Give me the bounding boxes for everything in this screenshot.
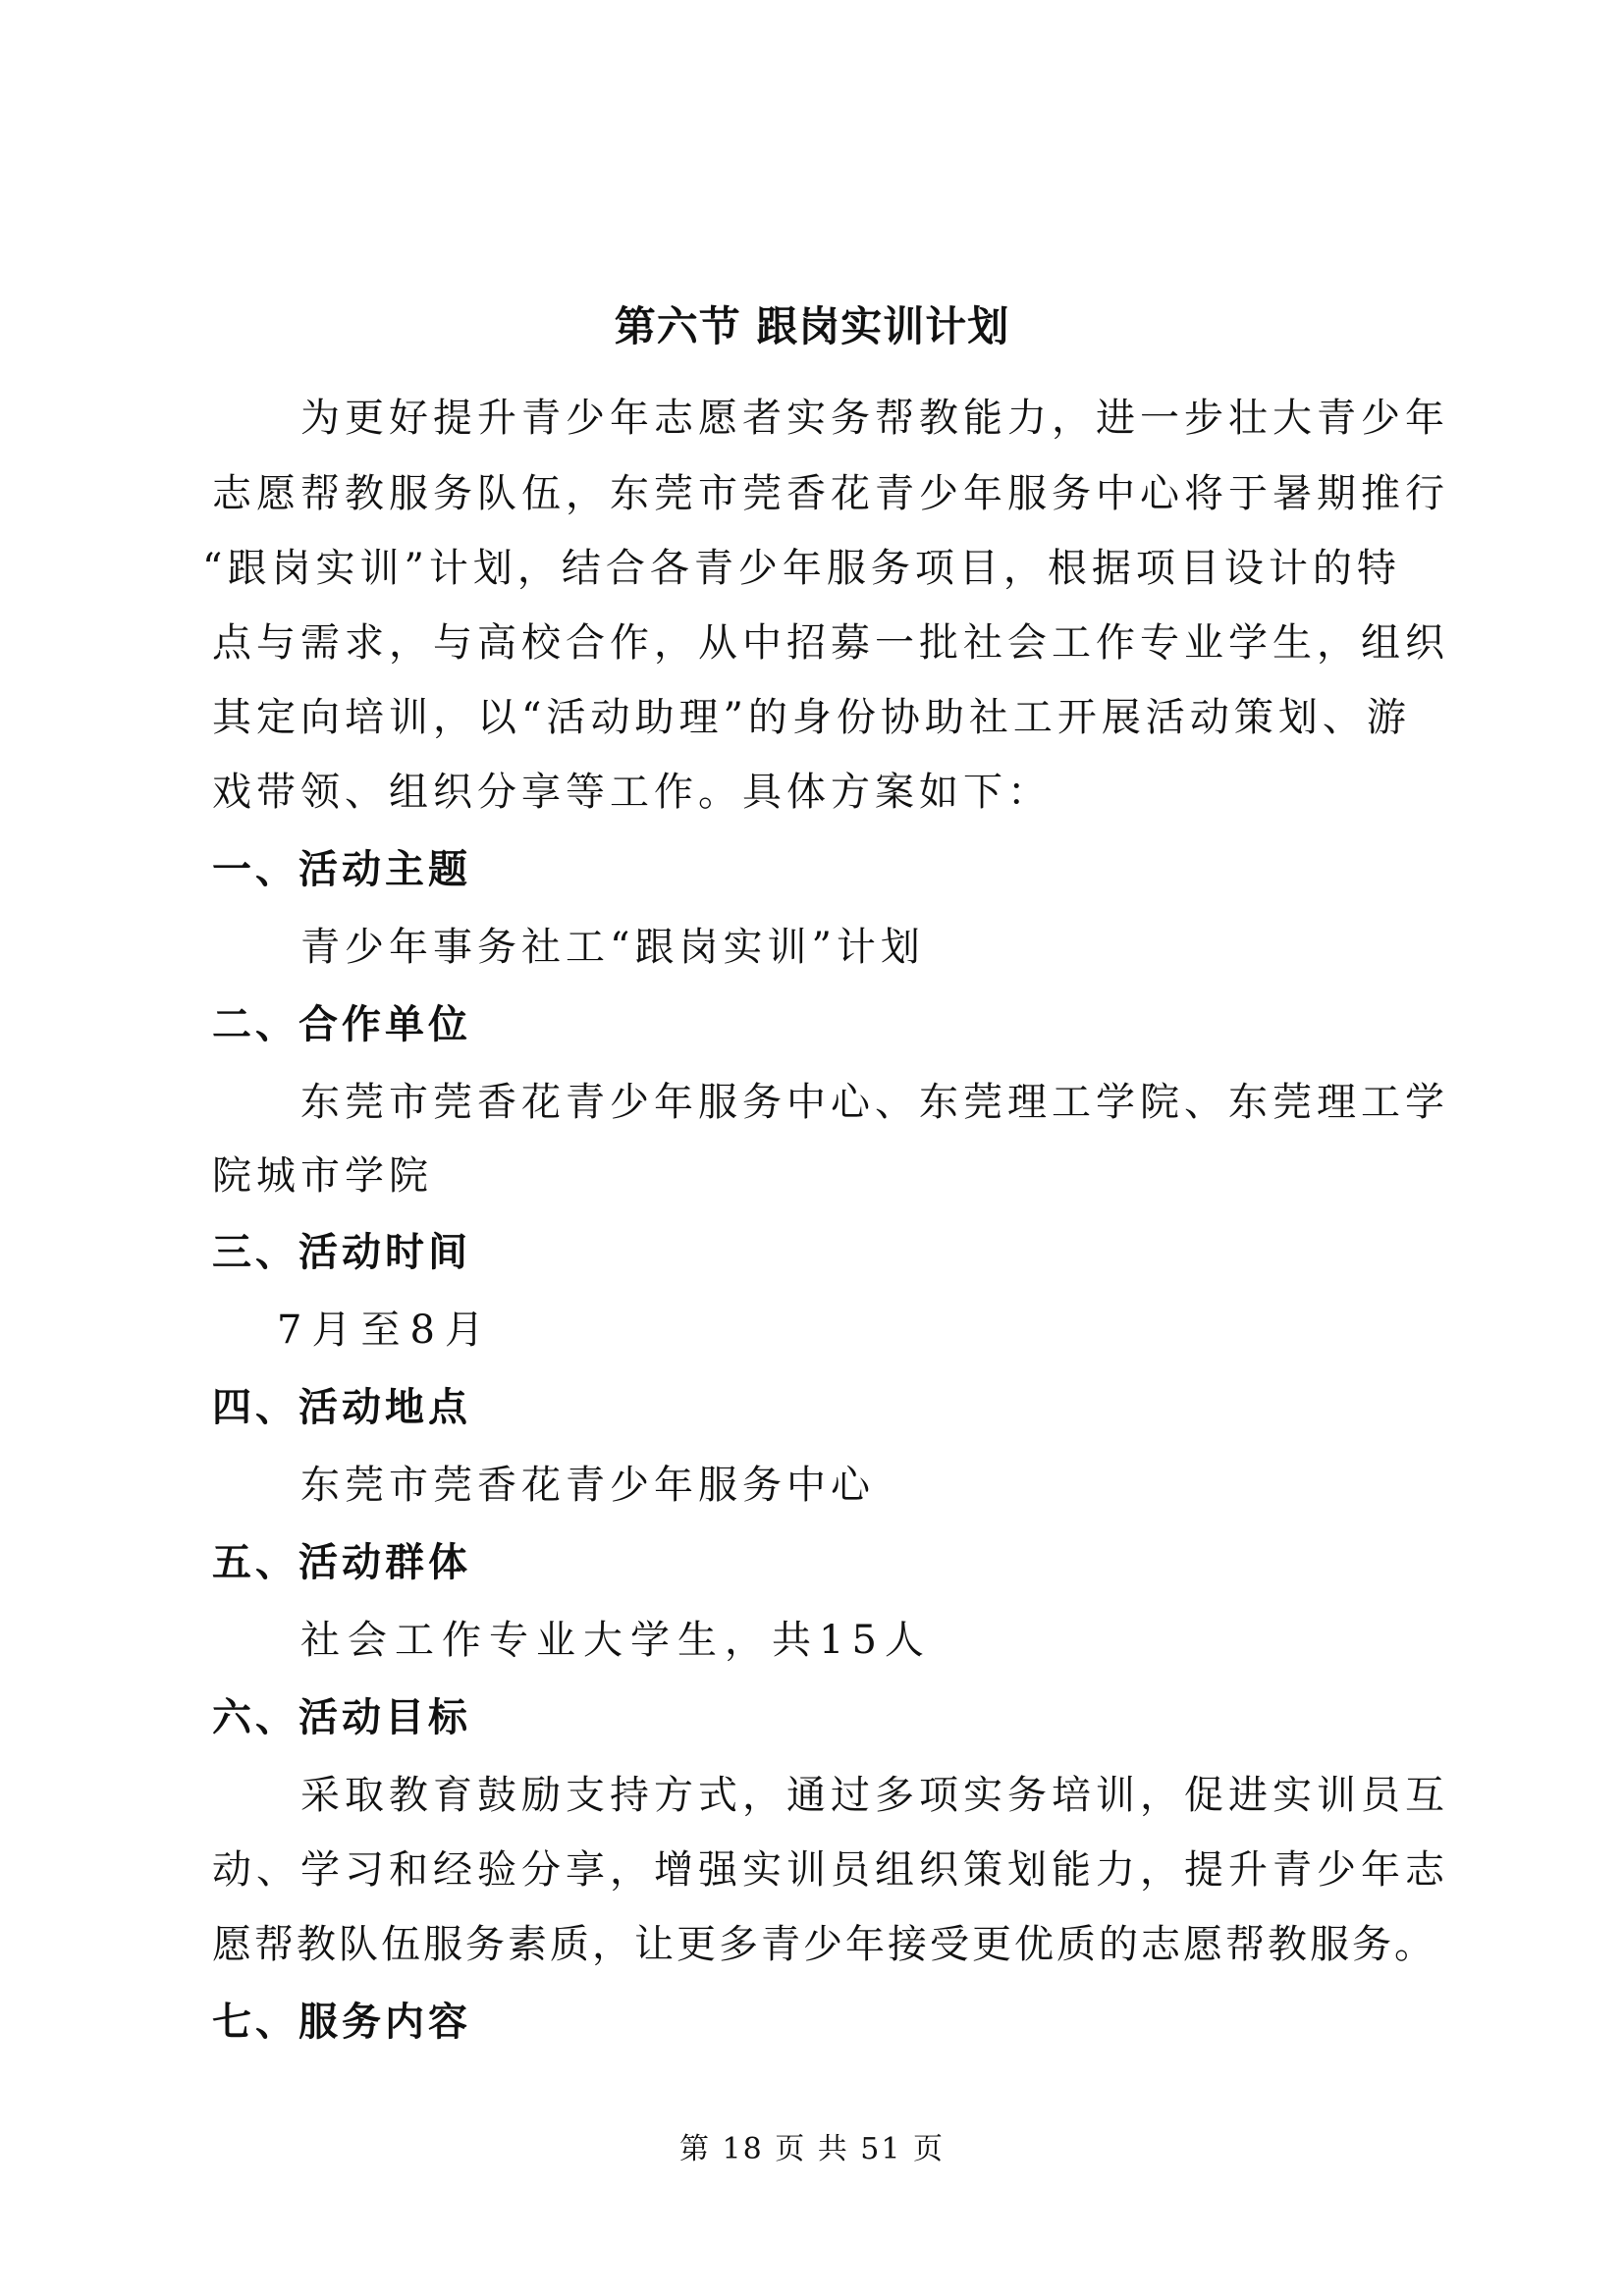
intro-line: 其定向培训，以“活动助理”的身份协助社工开展活动策划、游 (212, 695, 1411, 740)
section-text: 东莞市莞香花青少年服务中心 (300, 1463, 875, 1508)
section-text: 动、学习和经验分享，增强实训员组织策划能力，提升青少年志 (212, 1847, 1449, 1893)
section-heading-participants: 五、活动群体 (212, 1540, 471, 1585)
section-text: 愿帮教队伍服务素质，让更多青少年接受更优质的志愿帮教服务。 (212, 1922, 1436, 1967)
section-heading-partners: 二、合作单位 (212, 1002, 471, 1047)
page-title: 第六节 跟岗实训计划 (614, 302, 1010, 350)
intro-line: “跟岗实训”计划，结合各青少年服务项目，根据项目设计的特 (202, 546, 1401, 591)
intro-line: 为更好提升青少年志愿者实务帮教能力，进一步壮大青少年 (300, 396, 1449, 441)
section-heading-location: 四、活动地点 (212, 1385, 471, 1430)
section-heading-time: 三、活动时间 (212, 1230, 471, 1275)
section-text: 青少年事务社工“跟岗实训”计划 (300, 925, 925, 970)
section-text: 7月至8月 (277, 1308, 494, 1353)
section-heading-goals: 六、活动目标 (212, 1695, 471, 1740)
intro-line: 戏带领、组织分享等工作。具体方案如下： (212, 770, 1052, 815)
intro-line: 点与需求，与高校合作，从中招募一批社会工作专业学生，组织 (212, 620, 1449, 666)
section-text: 东莞市莞香花青少年服务中心、东莞理工学院、东莞理工学 (300, 1080, 1449, 1125)
intro-line: 志愿帮教服务队伍，东莞市莞香花青少年服务中心将于暑期推行 (212, 471, 1449, 516)
section-text: 社会工作专业大学生，共15人 (300, 1618, 932, 1663)
section-heading-theme: 一、活动主题 (212, 847, 471, 892)
section-text: 采取教育鼓励支持方式，通过多项实务培训，促进实训员互 (300, 1773, 1449, 1818)
section-heading-services: 七、服务内容 (212, 2000, 471, 2045)
page-footer: 第 18 页 共 51 页 (678, 2132, 946, 2166)
section-text: 院城市学院 (212, 1153, 433, 1199)
